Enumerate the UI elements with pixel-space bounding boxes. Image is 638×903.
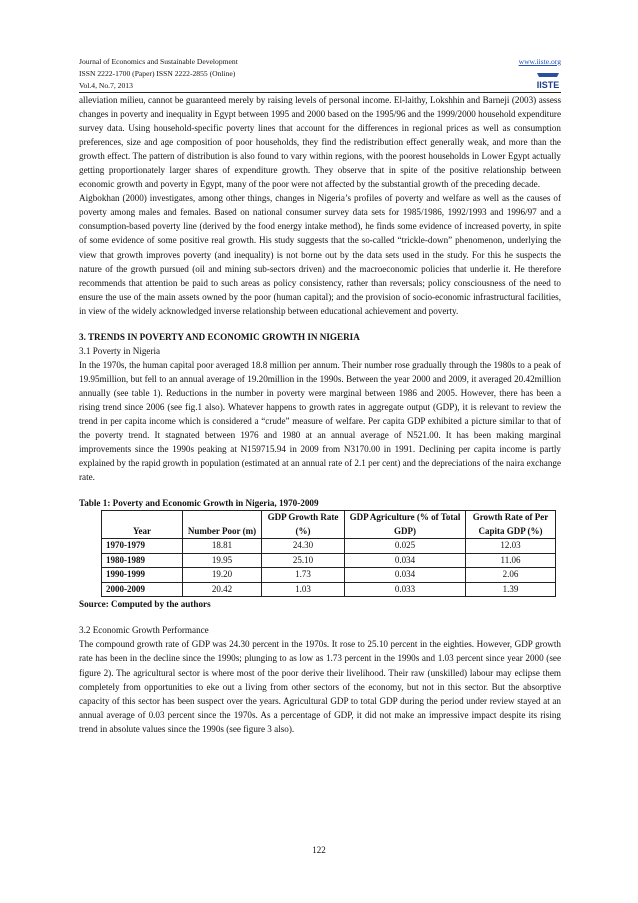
header-gdp-agriculture: GDP Agriculture (% of Total GDP) [345,511,466,539]
journal-issn: ISSN 2222-1700 (Paper) ISSN 2222-2855 (Online) [79,69,236,78]
paragraph-4: The compound growth rate of GDP was 24.30 percent in the 1970s. It rose to 25.10 percent in the eighties. However, GDP growth rate has been in the decline since the 1990s; plunging to as low as 1.73 percent in the 1990s and 1.03 percent since year 2000 (see figure 2). The agricultural sector is where most of the poor derive their livelihood. Their raw (unskilled) labour may eclipse them completely from opportunities to eke out a living from other sectors of the economy, but not in this sector. But the absorptive capacity of this sector has been suspect over the years. Agricultural GDP to total GDP during the period under review stayed at an annual average of 0.03 percent since the 1970s. As a percentage of GDP, it did not make an impressive impact despite its rising trend in absolute values since the 1990s (see figure 3 also). [79,639,561,734]
subsection-3-2-heading: 3.2 Economic Growth Performance [79,625,209,636]
cell-number-poor: 18.81 [183,539,262,554]
iiste-logo [535,69,561,91]
journal-header [79,56,561,92]
cell-year: 2000-2009 [102,582,183,597]
cell-per-capita-growth: 11.06 [466,553,556,568]
table-source: Source: Computed by the authors [79,599,211,610]
cell-gdp-growth: 25.10 [262,553,345,568]
table-caption: Table 1: Poverty and Economic Growth in Nigeria, 1970-2009 [79,498,319,509]
poverty-growth-table [101,510,556,597]
spacer [79,484,561,496]
cell-year: 1970-1979 [102,539,183,554]
page-number: 122 [312,845,326,855]
spacer [79,611,561,623]
cell-gdp-growth: 24.30 [262,539,345,554]
cell-gdp-agriculture: 0.034 [345,553,466,568]
journal-url-link[interactable]: www.iiste.org [518,57,561,66]
cell-gdp-agriculture: 0.033 [345,582,466,597]
paragraph-3: In the 1970s, the human capital poor averaged 18.8 million per annum. Their number rose gradually through the 1980s to a peak of 19.95million, but fell to an annual average of 19.20million in the 1990s. Between the year 2000 and 2009, it averaged 20.42million annually (see table 1). Reductions in the number in poverty were marginal between 1986 and 2005. However, there has been a rising trend since 2006 (see fig.1 also). Whatever happens to growth rates in aggregate output (GDP), it is relevant to review the trend in per capita income which is considered a “crude” measure of welfare. Per capita GDP exhibited a picture similar to that of the poverty trend. It stagnated between 1976 and 1980 at an annual average of N521.00. It has been making marginal improvements since the 1990s peaking at N159715.94 in 2009 from N3170.00 in 1991. Declining per capita income is partly explained by the rapid growth in population (estimated at an annual rate of 2.1 per cent) and the depreciations of the naira exchange rate. [79,359,561,483]
cell-year: 1990-1999 [102,568,183,583]
cell-number-poor: 20.42 [183,582,262,597]
article-body [79,93,561,736]
section-3-heading: 3. TRENDS IN POVERTY AND ECONOMIC GROWTH IN NIGERIA [79,331,360,342]
cell-gdp-agriculture: 0.025 [345,539,466,554]
journal-volume: Vol.4, No.7, 2013 [79,81,133,90]
logo-text: IISTE [536,80,560,90]
subsection-3-1-heading: 3.1 Poverty in Nigeria [79,345,161,356]
cell-per-capita-growth: 2.06 [466,568,556,583]
table-row [102,582,556,597]
paragraph-1: alleviation milieu, cannot be guaranteed merely by raising levels of personal income. El-laithy, Lokshhin and Barneji (2003) assess changes in poverty and inequality in Egypt between 1995 and 2000 based on the 1995/96 and the 1999/2000 household expenditure survey data. Using household-specific poverty lines that account for the differences in regional prices as well as consumption preferences, size and age composition of poor households, they find the redistribution effect generally weak, and more than the growth effect. The pattern of distribution is also found to vary within regions, with the poorest households in Lower Egypt actually getting proportionately larger shares of expenditure growth. They observe that in spite of the positive relationship between economic growth and poverty in Egypt, many of the poor were not affected by the substantial growth of the preceding decade. [79,95,561,190]
header-gdp-growth: GDP Growth Rate (%) [262,511,345,539]
header-per-capita-growth: Growth Rate of Per Capita GDP (%) [466,511,556,539]
cell-gdp-agriculture: 0.034 [345,568,466,583]
cell-gdp-growth: 1.73 [262,568,345,583]
cell-year: 1980-1989 [102,553,183,568]
cell-per-capita-growth: 12.03 [466,539,556,554]
table-header-row [102,511,556,539]
header-number-poor: Number Poor (m) [183,511,262,539]
table-row [102,553,556,568]
cell-number-poor: 19.95 [183,553,262,568]
table-row [102,568,556,583]
cell-number-poor: 19.20 [183,568,262,583]
spacer [79,318,561,330]
table-row [102,539,556,554]
journal-title: Journal of Economics and Sustainable Development [79,57,238,66]
cell-gdp-growth: 1.03 [262,582,345,597]
paragraph-2: Aigbokhan (2000) investigates, among other things, changes in Nigeria’s profiles of poverty and welfare as well as the causes of poverty among males and females. Based on national consumer survey data sets for 1985/1986, 1992/1993 and 1996/97 and a consumption-based poverty line (derived by the food energy intake method), he finds some evidence of increased poverty, in spite of some evidence of some positive real growth. His study suggests that the so-called “trickle-down” phenomenon, underlying the view that growth improves poverty (and inequality) is not borne out by the data sets used in the study. For this he suspects the nature of the growth pursued (oil and mining sub-sectors driven) and the macroeconomic policies that underlie it. He therefore recommends that attention be paid to such areas as policy consistency, rather than reversals; policy consciousness of the need to ensure the use of the main assets owned by the poor (human capital); and the provision of socio-economic infrastructural facilities, in view of the widely acknowledged inverse relationship between educational achievement and poverty. [79,193,561,316]
cell-per-capita-growth: 1.39 [466,582,556,597]
header-year: Year [102,511,183,539]
